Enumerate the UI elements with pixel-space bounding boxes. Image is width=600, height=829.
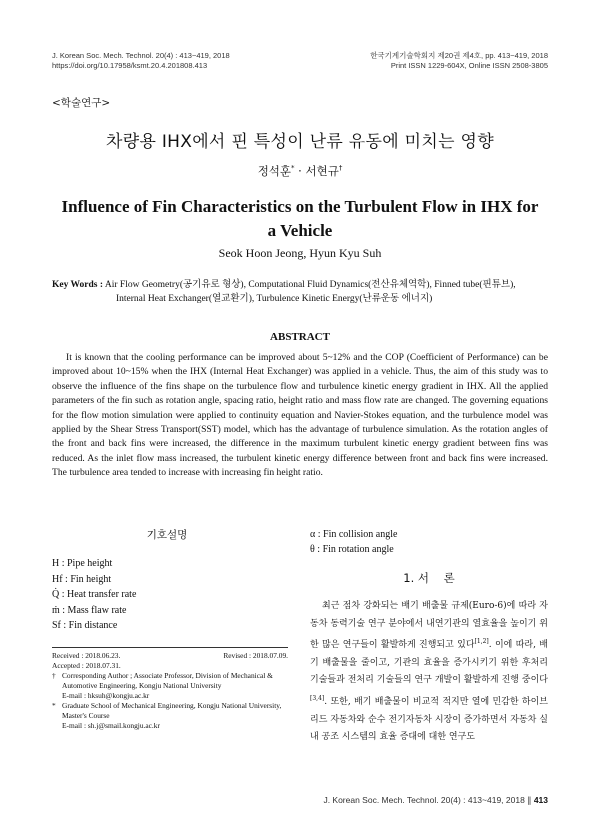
graduate-author-note: * Graduate School of Mechanical Engineering, Kongju National University, Master's Course <box>52 701 282 720</box>
authors-korean <box>0 163 600 179</box>
abstract-heading: ABSTRACT <box>270 331 330 343</box>
page-number: 413 <box>533 795 548 805</box>
footer-citation: J. Korean Soc. Mech. Technol. 20(4) : 413~419, 2018 <box>323 795 525 805</box>
author-2-mark: † <box>338 164 343 173</box>
authors-english: Seok Hoon Jeong, Hyun Kyu Suh <box>218 246 382 260</box>
symbol-item: H : Pipe height <box>52 558 113 569</box>
author-1-mark: * <box>291 164 295 173</box>
journal-citation-ko: 한국기계기술학회지 제20권 제4호, pp. 413~419, 2018 <box>370 51 548 60</box>
symbol-item: Hf : Fin height <box>52 573 112 585</box>
author-2: 서현규 <box>305 164 339 178</box>
nomenclature-heading: 기호설명 <box>146 529 188 541</box>
doi-link[interactable]: https://doi.org/10.17958/ksmt.20.4.201808.413 <box>52 61 208 70</box>
symbol-item: Q̇ : Heat transfer rate <box>52 589 137 600</box>
symbol-item: ṁ : Mass flaw rate <box>52 604 127 616</box>
introduction-text: 최근 점차 강화되는 배기 배출물 규제(Euro-6)에 따라 자동차 동력기술 연구 분야에서 내연기관의 열효율을 높이기 위한 많은 연구들이 활발하게 진행되고 있다[1,2]. 이에 따라, 배기 배출물을 줄이고, 기관의 효율을 증가시키기 위한 후처리 기술들과 전처리 기술들의 연구 개발이 활발하게 진행 중이다[3,4]. 또한, 배기 배출물이 비교적 적지만 열에 민감한 하이브리드 자동차와 순수 전기자동차 시장이 증가하면서 자동차 실내 공조 시스템의 효율 증대에 대한 연구도 <box>310 601 548 743</box>
symbol-item: Sf : Fin distance <box>52 620 118 631</box>
footnote-divider <box>52 647 288 648</box>
footer-separator: ∥ <box>524 795 534 805</box>
section-heading-introduction: 1. 서 론 <box>403 571 455 585</box>
citation[interactable]: [1,2] <box>474 638 489 646</box>
symbol-item: θ : Fin rotation angle <box>310 544 394 555</box>
issn-info: Print ISSN 1229-604X, Online ISSN 2508-3805 <box>390 61 548 70</box>
article-category: <학술연구> <box>52 97 111 109</box>
title-korean: 차량용 IHX에서 핀 특성이 난류 유동에 미치는 영향 <box>106 132 494 152</box>
keywords-line-2: Internal Heat Exchanger(열교환기), Turbulence Kinetic Energy(난류운동 에너지) <box>116 294 433 304</box>
running-header-left <box>52 51 230 71</box>
received-date: Received : 2018.06.23. <box>52 651 121 660</box>
corresponding-author-note: † Corresponding Author ; Associate Professor, Division of Mechanical & Automotive Engineering, Kongju National University <box>52 671 273 690</box>
symbol-item: α : Fin collision angle <box>310 529 398 540</box>
nomenclature-greek <box>310 527 397 557</box>
citation[interactable]: [3,4] <box>310 694 325 702</box>
running-header-right <box>370 51 548 71</box>
footnotes <box>52 651 288 731</box>
nomenclature-list <box>52 556 136 634</box>
journal-citation: J. Korean Soc. Mech. Technol. 20(4) : 413~419, 2018 <box>52 51 230 60</box>
asterisk-mark: * <box>52 701 56 710</box>
author-1: 정석훈 <box>257 164 292 178</box>
author-separator: · <box>294 164 306 178</box>
dagger-mark: † <box>52 671 56 680</box>
keywords-label: Key Words : <box>52 280 104 290</box>
keywords <box>52 278 548 306</box>
graduate-email[interactable]: E-mail : sh.j@smail.kongju.ac.kr <box>62 721 160 730</box>
corresponding-email[interactable]: E-mail : hksuh@kongju.ac.kr <box>62 691 150 700</box>
revised-date: Revised : 2018.07.09. <box>223 651 288 660</box>
page-footer <box>323 795 548 806</box>
title-english: Influence of Fin Characteristics on the Turbulent Flow in IHX for a Vehicle <box>61 197 539 240</box>
abstract-text: It is known that the cooling performance can be improved about 5~12% and the COP (Coefficient of Performance) can be improved about 10~15% when the IHX (Internal Heat Exchanger) was applied in a vehicle. Thus, the aim of this study was to observe the influence of the fins shape on the turbulence flow and turbulence kinetic energy gradient in IHX. All the applied parameters of the fin such as rotation angle, spacing ratio, height ratio and mass flow rate are changed. The governing equations for the flow motion simulation were applied to continuity equation and Navier-Stokes equation, and the turbulence model was applied by the Shear Stress Transport(SST) model, which has the advantage of turbulence simulation. As the rotation angles of the front and back fins were increased, the difference in the maximum turbulent kinetic energy gradient between fins was reduced. As the inlet flow mass increased, the turbulent kinetic energy difference between front and back fins were increased. The turbulence area tended to increase with increasing fin height ratio. <box>52 352 548 479</box>
keywords-line-1: Air Flow Geometry(공기유로 형상), Computational Fluid Dynamics(전산유체역학), Finned tube(핀튜브), <box>104 280 516 290</box>
accepted-date: Accepted : 2018.07.31. <box>52 661 121 670</box>
